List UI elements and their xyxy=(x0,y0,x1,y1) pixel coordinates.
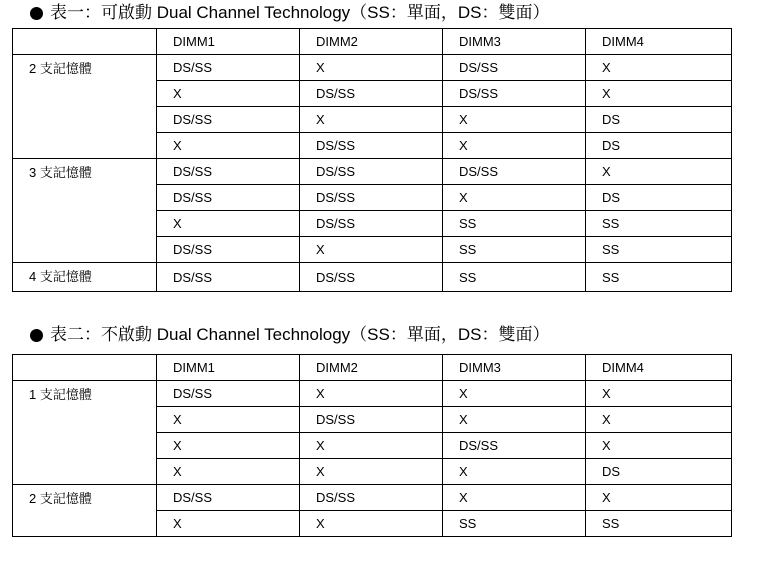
group-label: 1 支記憶體 xyxy=(13,381,157,485)
dimm4-cell: SS xyxy=(586,211,732,237)
group-label: 2 支記憶體 xyxy=(13,485,157,537)
dimm1-cell: DS/SS xyxy=(157,107,300,133)
table-row xyxy=(13,485,732,511)
table-row xyxy=(13,159,732,185)
header-dimm4: DIMM4 xyxy=(586,29,732,55)
dimm3-cell: X xyxy=(443,133,586,159)
header-row xyxy=(13,29,732,55)
dimm3-cell: SS xyxy=(443,211,586,237)
bullet-icon xyxy=(30,329,43,342)
dimm3-cell: X xyxy=(443,485,586,511)
header-corner xyxy=(13,29,157,55)
dimm1-cell: X xyxy=(157,407,300,433)
table-row xyxy=(13,381,732,407)
dimm3-cell: DS/SS xyxy=(443,159,586,185)
dimm2-cell: DS/SS xyxy=(300,211,443,237)
dimm3-cell: SS xyxy=(443,237,586,263)
dimm3-cell: SS xyxy=(443,263,586,292)
dimm4-cell: SS xyxy=(586,511,732,537)
dimm2-cell: X xyxy=(300,433,443,459)
dimm1-cell: X xyxy=(157,459,300,485)
dimm1-cell: X xyxy=(157,133,300,159)
header-dimm4: DIMM4 xyxy=(586,355,732,381)
dual-channel-disabled-table xyxy=(12,354,732,537)
dimm4-cell: X xyxy=(586,381,732,407)
dimm4-cell: X xyxy=(586,81,732,107)
dimm2-cell: DS/SS xyxy=(300,407,443,433)
table2-title xyxy=(30,324,549,346)
dimm2-cell: DS/SS xyxy=(300,81,443,107)
dimm4-cell: SS xyxy=(586,237,732,263)
dimm1-cell: DS/SS xyxy=(157,263,300,292)
dimm3-cell: X xyxy=(443,381,586,407)
dimm1-cell: X xyxy=(157,211,300,237)
header-dimm2: DIMM2 xyxy=(300,29,443,55)
dimm4-cell: X xyxy=(586,433,732,459)
dimm2-cell: DS/SS xyxy=(300,263,443,292)
table-row xyxy=(13,263,732,292)
dimm4-cell: DS xyxy=(586,107,732,133)
dimm2-cell: DS/SS xyxy=(300,485,443,511)
dimm1-cell: X xyxy=(157,511,300,537)
dimm1-cell: DS/SS xyxy=(157,185,300,211)
dimm1-cell: X xyxy=(157,433,300,459)
dimm2-cell: X xyxy=(300,237,443,263)
bullet-icon xyxy=(30,7,43,20)
header-dimm2: DIMM2 xyxy=(300,355,443,381)
dimm4-cell: X xyxy=(586,159,732,185)
header-dimm3: DIMM3 xyxy=(443,355,586,381)
header-dimm1: DIMM1 xyxy=(157,29,300,55)
dimm4-cell: DS xyxy=(586,133,732,159)
dimm4-cell: SS xyxy=(586,263,732,292)
dimm1-cell: DS/SS xyxy=(157,381,300,407)
dimm2-cell: DS/SS xyxy=(300,185,443,211)
dimm2-cell: X xyxy=(300,511,443,537)
dimm3-cell: DS/SS xyxy=(443,81,586,107)
header-dimm1: DIMM1 xyxy=(157,355,300,381)
dimm2-cell: DS/SS xyxy=(300,159,443,185)
dimm1-cell: DS/SS xyxy=(157,159,300,185)
dimm4-cell: X xyxy=(586,55,732,81)
dimm4-cell: DS xyxy=(586,459,732,485)
dimm4-cell: X xyxy=(586,407,732,433)
dimm3-cell: X xyxy=(443,107,586,133)
dimm4-cell: DS xyxy=(586,185,732,211)
dimm3-cell: X xyxy=(443,407,586,433)
dimm1-cell: X xyxy=(157,81,300,107)
header-corner xyxy=(13,355,157,381)
header-dimm3: DIMM3 xyxy=(443,29,586,55)
group-label: 4 支記憶體 xyxy=(13,263,157,292)
table-row xyxy=(13,55,732,81)
dimm3-cell: DS/SS xyxy=(443,433,586,459)
table2-title-text: 表二：不啟動 Dual Channel Technology（SS：單面，DS：雙面） xyxy=(50,325,550,344)
dimm1-cell: DS/SS xyxy=(157,55,300,81)
group-label: 2 支記憶體 xyxy=(13,55,157,159)
table1-title xyxy=(30,2,549,24)
dimm2-cell: X xyxy=(300,107,443,133)
dimm3-cell: SS xyxy=(443,511,586,537)
header-row xyxy=(13,355,732,381)
table1-title-text: 表一：可啟動 Dual Channel Technology（SS：單面，DS：雙面） xyxy=(50,3,550,22)
dimm2-cell: X xyxy=(300,459,443,485)
dual-channel-enabled-table xyxy=(12,28,732,292)
dimm2-cell: X xyxy=(300,381,443,407)
dimm3-cell: DS/SS xyxy=(443,55,586,81)
dimm1-cell: DS/SS xyxy=(157,237,300,263)
dimm2-cell: DS/SS xyxy=(300,133,443,159)
group-label: 3 支記憶體 xyxy=(13,159,157,263)
dimm3-cell: X xyxy=(443,185,586,211)
dimm3-cell: X xyxy=(443,459,586,485)
dimm1-cell: DS/SS xyxy=(157,485,300,511)
dimm2-cell: X xyxy=(300,55,443,81)
dimm4-cell: X xyxy=(586,485,732,511)
